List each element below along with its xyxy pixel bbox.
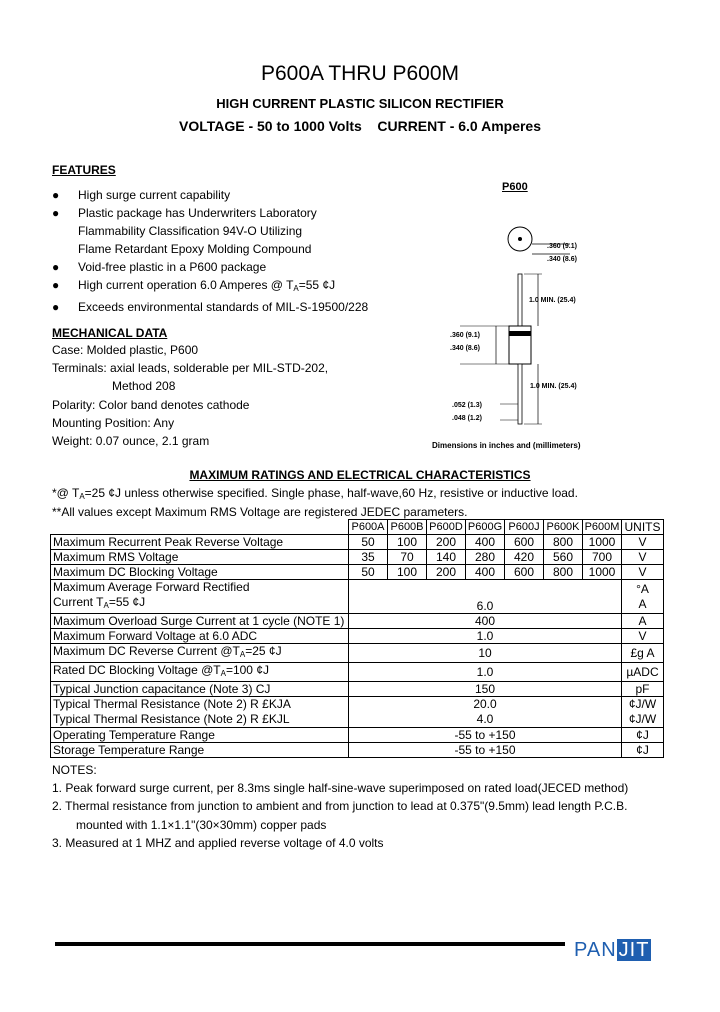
feature-item: ● Plastic package has Underwriters Laboratory — [52, 206, 317, 220]
package-label: P600 — [502, 181, 528, 193]
product-subtitle: HIGH CURRENT PLASTIC SILICON RECTIFIER — [216, 96, 504, 111]
dim-dia-bottom: .340 (8.6) — [547, 256, 577, 263]
feature-item: ● High surge current capability — [52, 188, 231, 202]
col-header: P600A — [349, 520, 388, 535]
table-row: Rated DC Blocking Voltage $@T_A=100$ ¢J 1.0 µADC — [51, 663, 664, 682]
feature-item: ● Exceeds environmental standards of MIL-S-19500/228 — [52, 300, 369, 314]
diagram-caption: Dimensions in inches and (millimeters) — [432, 441, 581, 450]
col-header: P600B — [388, 520, 427, 535]
mech-line: Case: Molded plastic, P600 — [52, 343, 199, 357]
cathode-band — [509, 331, 531, 336]
notes-block — [52, 761, 628, 852]
ratings-heading: MAXIMUM RATINGS AND ELECTRICAL CHARACTERISTICS — [189, 468, 531, 482]
feature-item: ● Void-free plastic in a P600 package — [52, 260, 267, 274]
col-header: P600M — [583, 520, 622, 535]
table-header-row — [51, 520, 664, 535]
dim-len-bottom: .340 (8.6) — [450, 345, 480, 352]
ratings-note-2: **All values except Maximum RMS Voltage are registered JEDEC parameters. — [52, 505, 468, 519]
brand-logo: PAN JIT — [574, 939, 650, 961]
table-row: Maximum RMS Voltage 35 70 140 280 420 560 700 V — [51, 550, 664, 565]
top-lead — [518, 274, 522, 326]
note-line: mounted with 1.1×1.1"(30×30mm) copper pads — [76, 817, 327, 832]
dim-lead-top: 1.0 MIN. (25.4) — [529, 297, 576, 304]
feature-item: Flame Retardant Epoxy Molding Compound — [78, 242, 312, 256]
end-view-lead — [518, 237, 522, 241]
table-row: Typical Junction capacitance (Note 3) CJ 150 pF — [51, 682, 664, 697]
col-header: P600K — [544, 520, 583, 535]
feature-item: Flammability Classification 94V-O Utilizing — [78, 224, 303, 238]
ratings-table — [50, 519, 664, 758]
feature-item: ● High current operation 6.0 Amperes @ $T_A=55$ ¢J — [52, 278, 336, 293]
mech-line: Polarity: Color band denotes cathode — [52, 397, 250, 412]
table-row: Typical Thermal Resistance (Note 2) R £KJA Typical Thermal Resistance (Note 2) R £KJL 20.0 4.0 ¢J/W ¢J/W — [51, 697, 664, 728]
table-row: Storage Temperature Range -55 to +150 ¢J — [51, 743, 664, 758]
mech-line: Terminals: axial leads, solderable per MIL-STD-202, — [52, 361, 329, 376]
ratings-summary: VOLTAGE - 50 to 1000 Volts CURRENT - 6.0 Amperes — [178, 118, 541, 134]
dim-dia-top: .360 (9.1) — [547, 243, 577, 250]
table-row: Maximum Recurrent Peak Reverse Voltage 50 100 200 400 600 800 1000 V — [51, 535, 664, 550]
col-header: P600J — [505, 520, 544, 535]
features-list — [52, 186, 412, 316]
table-row: Maximum Forward Voltage at 6.0 ADC 1.0 V — [51, 629, 664, 644]
table-row: Maximum DC Reverse Current $@T_A=25$ ¢J 10 £g A — [51, 644, 664, 663]
mech-line: Mounting Position: Any — [52, 415, 175, 430]
table-row: Maximum DC Blocking Voltage 50 100 200 400 600 800 1000 V — [51, 565, 664, 580]
col-header: UNITS — [622, 520, 664, 535]
table-row: Maximum Average Forward Rectified Current $T_A=55$ ¢J 6.0 °A A — [51, 580, 664, 614]
page-title: P600A THRU P600M — [260, 62, 460, 85]
col-header: P600D — [427, 520, 466, 535]
note-line: 2. Thermal resistance from junction to ambient and from junction to lead at 0.375"(9.5mm) lead length P.C.B. — [52, 799, 628, 814]
mechanical-heading: MECHANICAL DATA — [52, 326, 168, 340]
dim-len-top: .360 (9.1) — [450, 332, 480, 339]
table-row: Maximum Overload Surge Current at 1 cycle (NOTE 1) 400 A — [51, 614, 664, 629]
col-header: P600G — [466, 520, 505, 535]
footer-rule — [55, 942, 565, 946]
table-row: Operating Temperature Range -55 to +150 ¢J — [51, 728, 664, 743]
dim-lead-dia-bottom: .048 (1.2) — [452, 415, 482, 422]
features-heading: FEATURES — [52, 163, 116, 177]
dim-lead-dia-top: .052 (1.3) — [452, 402, 482, 409]
mech-line: Weight: 0.07 ounce, 2.1 gram — [52, 434, 210, 449]
bottom-lead — [518, 364, 522, 424]
note-line: 1. Peak forward surge current, per 8.3ms single half-sine-wave superimposed on rated load(JECED method) — [52, 781, 629, 796]
ratings-note-1: *@ $T_A=25$ ¢J unless otherwise specified. Single phase, half-wave,60 Hz, resistive or inductive load. — [52, 486, 578, 501]
notes-heading: NOTES: — [52, 763, 97, 777]
note-line: 3. Measured at 1 MHZ and applied reverse voltage of 4.0 volts — [52, 835, 384, 850]
dim-lead-bottom: 1.0 MIN. (25.4) — [530, 383, 577, 390]
package-drawing — [430, 222, 600, 432]
mechanical-data — [52, 341, 328, 450]
mech-line: Method 208 — [112, 379, 176, 394]
